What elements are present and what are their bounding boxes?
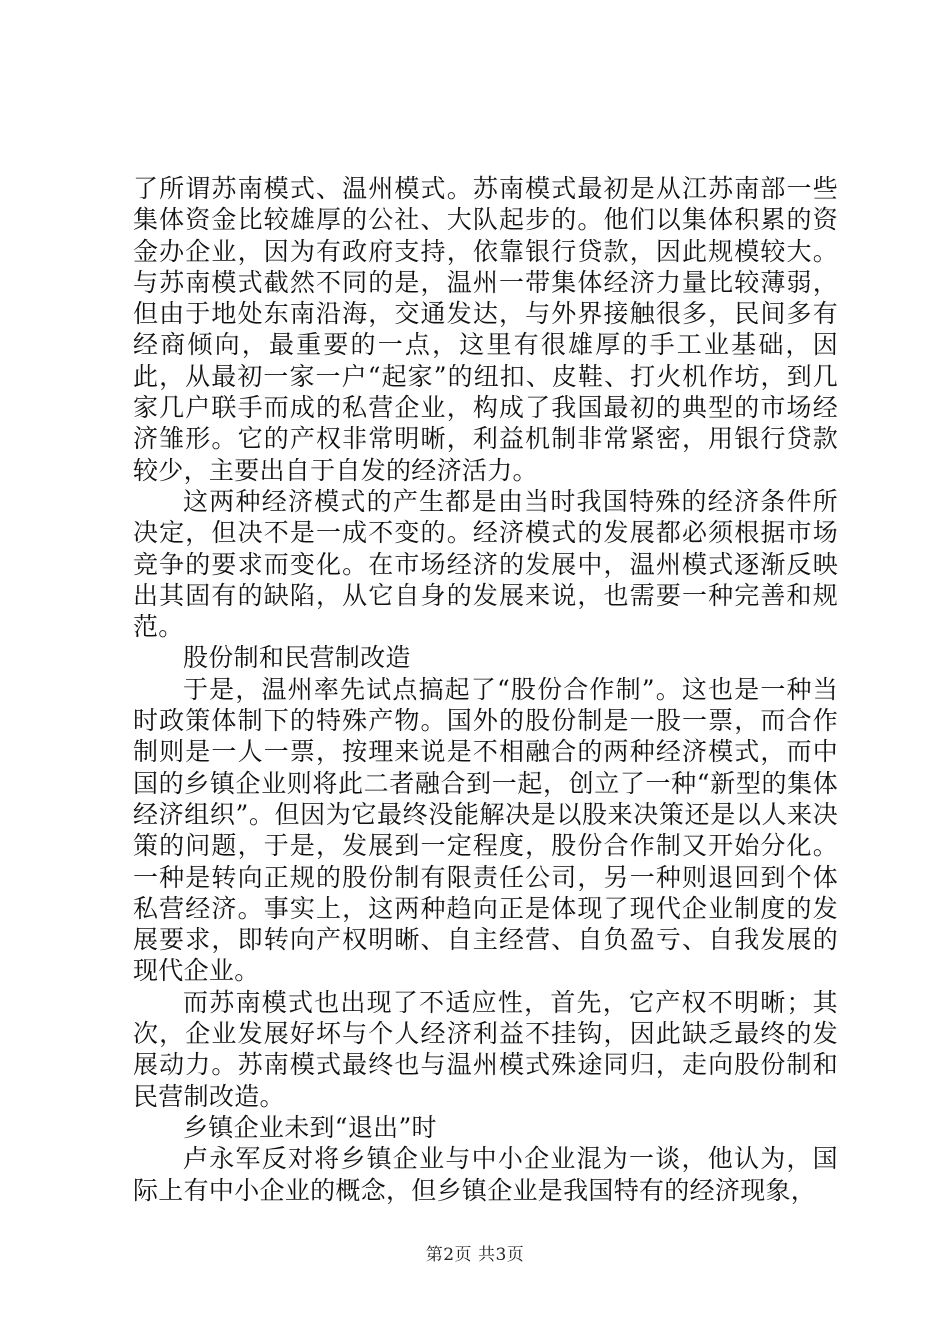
paragraph-1: 了所谓苏南模式、温州模式。苏南模式最初是从江苏南部一些集体资金比较雄厚的公社、大队起步的。他们以集体积累的资金办企业，因为有政府支持，依靠银行贷款，因此规模较大。与苏南模式截然不同的是，温州一带集体经济力量比较薄弱，但由于地处东南沿海，交通发达，与外界接触很多，民间多有经商倾向，最重要的一点，这里有很雄厚的手工业基础，因此，从最初一家一户“起家”的纽扣、皮鞋、打火机作坊，到几家几户联手而成的私营企业，构成了我国最初的典型的市场经济雏形。它的产权非常明晰，利益机制非常紧密，用银行贷款较少，主要出自于自发的经济活力。 xyxy=(133,174,838,485)
paragraph-2: 这两种经济模式的产生都是由当时我国特殊的经济条件所决定，但决不是一成不变的。经济模式的发展都必须根据市场竞争的要求而变化。在市场经济的发展中，温州模式逐渐反映出其固有的缺陷，从它自身的发展来说，也需要一种完善和规范。 xyxy=(133,486,838,642)
section-heading-township-enterprises: 乡镇企业未到“退出”时 xyxy=(183,1112,437,1142)
paragraph-5: 卢永军反对将乡镇企业与中小企业混为一谈，他认为，国际上有中小企业的概念，但乡镇企业是我国特有的经济现象， xyxy=(133,1144,838,1205)
section-heading-shareholding-reform: 股份制和民营制改造 xyxy=(183,643,411,673)
document-body xyxy=(133,173,838,1206)
paragraph-3: 于是，温州率先试点搞起了“股份合作制”。这也是一种当时政策体制下的特殊产物。国外的股份制是一股一票，而合作制则是一人一票，按理来说是不相融合的两种经济模式，而中国的乡镇企业则将此二者融合到一起，创立了一种“新型的集体经济组织”。但因为它最终没能解决是以股来决策还是以人来决策的问题，于是，发展到一定程度，股份合作制又开始分化。一种是转向正规的股份制有限责任公司，另一种则退回到个体私营经济。事实上，这两种趋向正是体现了现代企业制度的发展要求，即转向产权明晰、自主经营、自负盈亏、自我发展的现代企业。 xyxy=(133,674,838,986)
paragraph-4: 而苏南模式也出现了不适应性，首先，它产权不明晰；其次，企业发展好坏与个人经济利益不挂钩，因此缺乏最终的发展动力。苏南模式最终也与温州模式殊途同归，走向股份制和民营制改造。 xyxy=(133,987,838,1111)
page-number-footer: 第2页 共3页 xyxy=(425,1245,525,1265)
